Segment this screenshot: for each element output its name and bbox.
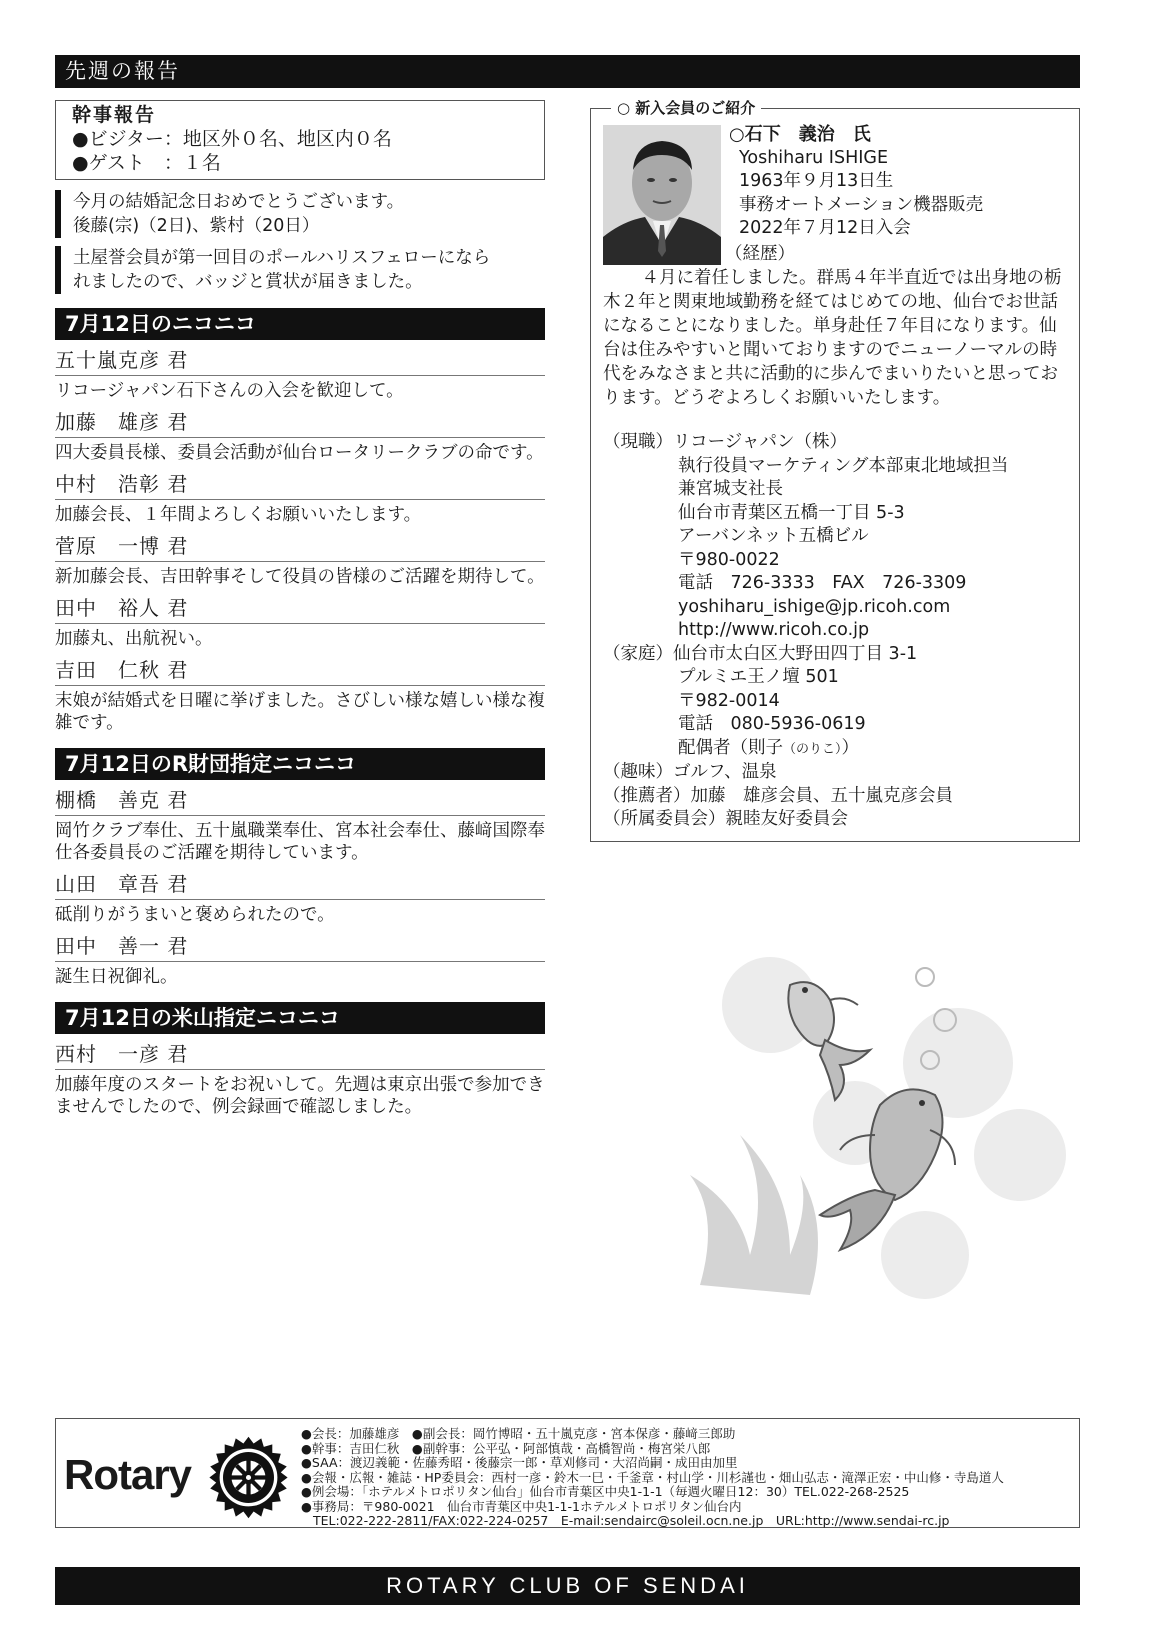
member-name: 菅原 一博 君 [55,532,545,562]
left-column [55,100,545,1118]
member-message: 四大委員長様、委員会活動が仙台ロータリークラブの命です。 [55,443,544,463]
job-line: 兼宮城支社長 [678,479,783,499]
member-join-date: 2022年７月12日入会 [739,218,911,238]
member-message: 加藤会長、１年間よろしくお願いいたします。 [55,505,422,525]
contact-line: TEL:022-222-2811/FAX:022-224-0257 E-mail:sendairc@soleil.ocn.ne.jp URL:http://www.sendai-rc.jp [313,1513,950,1528]
notice-text: 後藤(宗)（2日)、紫村（20日） [73,216,320,236]
club-footer-box [55,1418,1080,1528]
member-name: 吉田 仁秋 君 [55,656,545,686]
member-message: 岡竹クラブ奉仕、五十嵐職業奉仕、宮本社会奉仕、藤﨑国際奉仕各委員長のご活躍を期待しています。 [55,821,545,863]
member-portrait-image [603,125,721,265]
member-message: 加藤丸、出航祝い。 [55,629,213,649]
member-message: 新加藤会長、吉田幹事そして役員の皆様のご活躍を期待して。 [55,567,545,587]
member-name: 山田 章吾 君 [55,870,545,900]
home-line: プルミエ王ノ壇 501 [678,667,839,687]
rotary-wheel-icon [206,1435,291,1520]
spouse-line [603,737,1073,762]
new-member-box [590,99,1080,842]
career-label: （経歴） [725,244,795,264]
job-line: 執行役員マーケティング本部東北地域担当 [678,455,1009,476]
job-line: http://www.ricoh.co.jp [678,620,870,640]
goldfish-illustration [680,955,1100,1365]
club-officers-info [301,1427,1004,1529]
member-message: 砥削りがうまいと褒められたので。 [55,905,335,925]
notice-text: れましたので、バッジと賞状が届きました。 [73,272,423,292]
section-title-nikoniko: 7月12日のニコニコ [55,308,545,340]
member-business: 事務オートメーション機器販売 [739,194,984,215]
home-line: 〒982-0014 [678,690,780,711]
member-message: リコージャパン石下さんの入会を歓迎して。 [55,381,404,401]
section-title-yoneyama: 7月12日の米山指定ニコニコ [55,1002,545,1034]
section-title-r-foundation: 7月12日のR財団指定ニコニコ [55,748,545,780]
club-name-bar: ROTARY CLUB OF SENDAI [55,1567,1080,1605]
member-name-romaji: Yoshiharu ISHIGE [739,147,889,168]
visitor-count: ●ビジター：地区外０名、地区内０名 [72,128,392,150]
rotary-logo-text: Rotary [64,1451,192,1498]
meeting-place-line: ●例会場：「ホテルメトロポリタン仙台」仙台市青葉区中央1-1-1（毎週火曜日12：30）TEL.022-268-2525 [301,1484,910,1499]
job-line: 〒980-0022 [678,549,780,570]
job-line: 仙台市青葉区五橋一丁目 5-3 [678,502,905,523]
member-message: 誕生日祝御礼。 [55,967,178,987]
secretary-report-title: 幹事報告 [72,104,157,126]
r-foundation-list [55,786,545,988]
new-member-label: ○ 新入会員のご紹介 [611,97,761,119]
notice-text: 今月の結婚記念日おめでとうございます。 [73,192,405,212]
section-header: 先週の報告 [55,55,1080,88]
member-profile [729,123,983,241]
job-line: yoshiharu_ishige@jp.ricoh.com [678,596,951,617]
officer-line: ●SAA：渡辺義範・佐藤秀昭・後藤宗一郎・草刈修司・大沼尚嗣・成田由加里 [301,1455,738,1470]
member-birthdate: 1963年９月13日生 [739,171,894,191]
officer-line: ●幹事：吉田仁秋 ●副幹事：公平弘・阿部慎哉・高橋智尚・梅宮栄八郎 [301,1440,711,1456]
member-photo [603,125,721,265]
member-details [603,431,1073,832]
notice-anniversary [55,190,545,238]
member-name: 田中 善一 君 [55,932,545,962]
officer-line: ●会報・広報・雑誌・HP委員会：西村一彦・鈴木一巳・千釜章・村山学・川杉謹也・畑山弘志・滝澤正宏・中山修・寺島道人 [301,1469,1004,1485]
member-name: 中村 浩彰 君 [55,470,545,500]
member-name: 加藤 雄彦 君 [55,408,545,438]
officer-line: ●会長：加藤雄彦 ●副会長：岡竹博昭・五十嵐克彦・宮本保彦・藤﨑三郎助 [301,1426,736,1441]
member-name: 五十嵐克彦 君 [55,346,545,376]
member-name: 田中 裕人 君 [55,594,545,624]
committee-line: （所属委員会）親睦友好委員会 [603,809,848,829]
member-message: 末娘が結婚式を日曜に挙げました。さびしい様な嬉しい様な複雑です。 [55,691,545,733]
spouse-name: 配偶者（則子 [678,737,783,758]
member-name: 棚橋 善克 君 [55,786,545,816]
home-line: 電話 080-5936-0619 [678,714,866,734]
guest-count: ●ゲスト ：１名 [72,152,221,174]
member-name: 西村 一彦 君 [55,1040,545,1070]
secretary-report-box [55,100,545,180]
hobby-line: （趣味）ゴルフ、温泉 [603,762,777,782]
job-label: （現職） [603,432,673,452]
office-line: ●事務局：〒980-0021 仙台市青葉区中央1-1-1ホテルメトロポリタン仙台内 [301,1498,742,1514]
member-bio: ４月に着任しました。群馬４年半直近では出身地の栃木２年と関東地域勤務を経てはじめての地、仙台でお世話になることになりました。単身赴任７年目になります。仙台は住みやすいと聞いておりますのでニューノーマルの時代をみなさまと共に活動的に歩んでまいりたいと思っております。どうぞよろしくお願いいたします。 [603,268,1062,408]
spouse-close: ） [841,737,860,758]
job-line: アーバンネット五橋ビル [678,526,869,546]
spouse-reading: （のりこ） [783,741,842,757]
job-line: 電話 726-3333 FAX 726-3309 [678,573,967,593]
member-name-jp: ○石下 義治 氏 [729,124,871,145]
sponsor-line: （推薦者）加藤 雄彦会員、五十嵐克彦会員 [603,785,953,806]
notice-paul-harris [55,246,545,294]
home-line: 仙台市太白区大野田四丁目 3-1 [673,643,918,664]
member-message: 加藤年度のスタートをお祝いして。先週は東京出張で参加できませんでしたので、例会録画で確認しました。 [55,1075,545,1117]
nikoniko-list [55,346,545,734]
home-label: （家庭） [603,643,673,664]
job-line: リコージャパン（株） [673,432,847,452]
notice-text: 土屋誉会員が第一回目のポールハリスフェローになら [73,248,491,268]
yoneyama-list [55,1040,545,1118]
